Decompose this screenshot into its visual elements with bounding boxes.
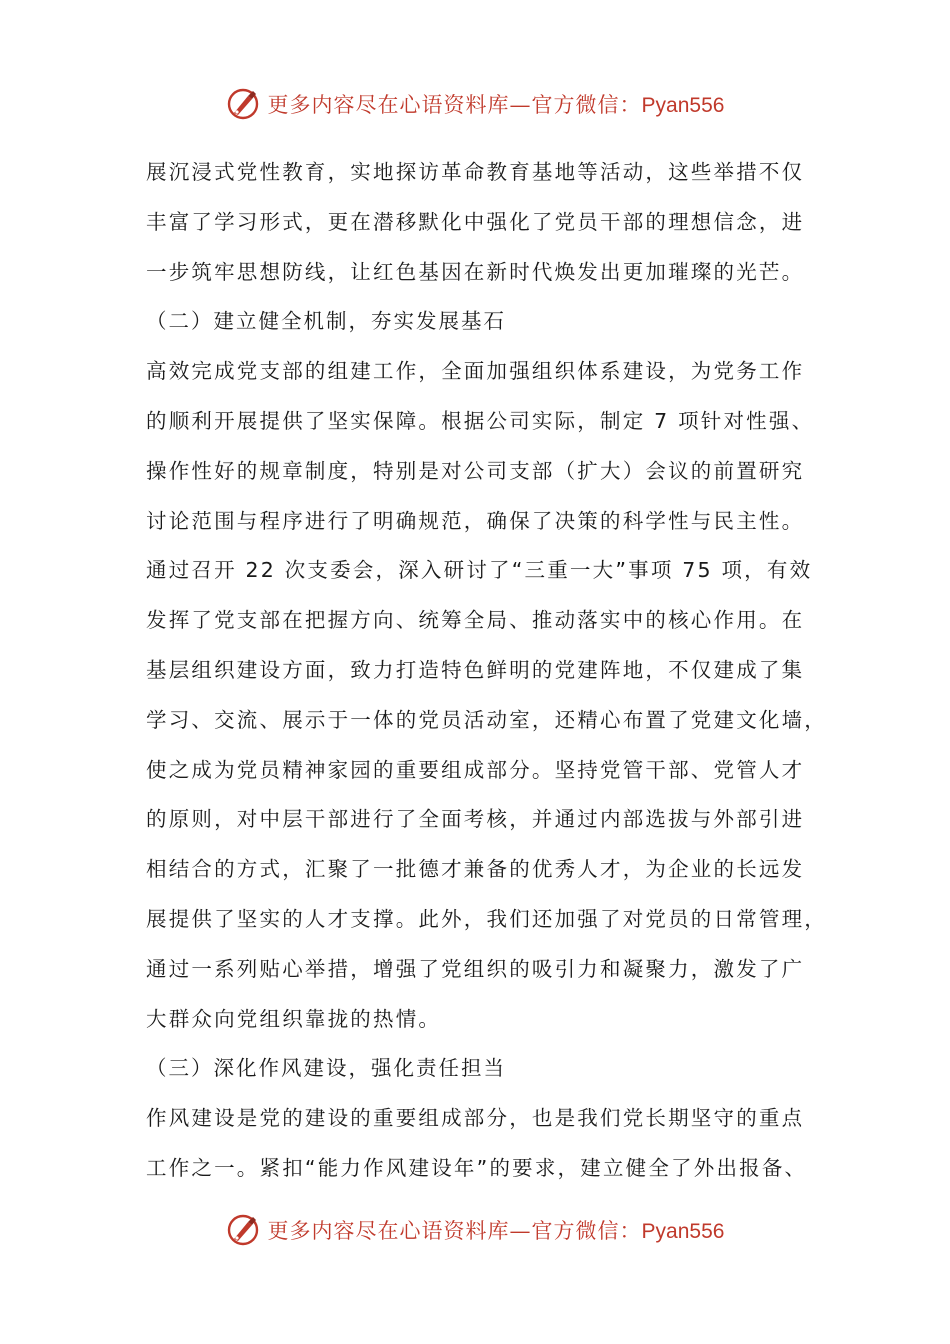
- text-line: 通过一系列贴心举措，增强了党组织的吸引力和凝聚力，激发了广: [146, 956, 805, 981]
- footer-watermark: [0, 1210, 950, 1250]
- text-line: 发挥了党支部在把握方向、统筹全局、推动落实中的核心作用。在: [146, 608, 805, 633]
- text-line: 大群众向党组织靠拢的热情。: [146, 1006, 442, 1031]
- text-line: 通过召开 22 次支委会，深入研讨了“三重一大”事项 75 项，有效: [146, 558, 813, 583]
- text-line: 的顺利开展提供了坚实保障。根据公司实际，制定 7 项针对性强、: [146, 408, 815, 433]
- text-line: 一步筑牢思想防线，让红色基因在新时代焕发出更加璀璨的光芒。: [146, 259, 805, 284]
- text-line: 高效完成党支部的组建工作，全面加强组织体系建设，为党务工作: [146, 359, 805, 384]
- header-watermark: [0, 84, 950, 124]
- text-line: 操作性好的规章制度，特别是对公司支部（扩大）会议的前置研究: [146, 458, 805, 483]
- text-line: 基层组织建设方面，致力打造特色鲜明的党建阵地，不仅建成了集: [146, 657, 805, 682]
- pen-circle-logo-icon: [226, 1213, 260, 1247]
- text-line: 作风建设是党的建设的重要组成部分，也是我们党长期坚守的重点: [146, 1106, 805, 1131]
- text-line: 展提供了坚实的人才支撑。此外，我们还加强了对党员的日常管理，: [146, 906, 827, 931]
- text-line: 展沉浸式党性教育，实地探访革命教育基地等活动，这些举措不仅: [146, 160, 805, 184]
- text-line: 丰富了学习形式，更在潜移默化中强化了党员干部的理想信念，进: [146, 209, 805, 234]
- section-heading-2: （二）建立健全机制，夯实发展基石: [146, 309, 506, 334]
- document-body: [146, 148, 827, 1194]
- watermark-text: 更多内容尽在心语资料库—官方微信：Pyan556: [267, 1219, 725, 1243]
- text-line: 相结合的方式，汇聚了一批德才兼备的优秀人才，为企业的长远发: [146, 857, 805, 882]
- watermark-text: 更多内容尽在心语资料库—官方微信：Pyan556: [267, 93, 725, 117]
- text-line: 使之成为党员精神家园的重要组成部分。坚持党管干部、党管人才: [146, 757, 805, 782]
- text-line: 讨论范围与程序进行了明确规范，确保了决策的科学性与民主性。: [146, 508, 805, 533]
- text-line: 学习、交流、展示于一体的党员活动室，还精心布置了党建文化墙，: [146, 707, 827, 732]
- section-heading-3: （三）深化作风建设，强化责任担当: [146, 1056, 506, 1081]
- text-line: 的原则，对中层干部进行了全面考核，并通过内部选拔与外部引进: [146, 807, 805, 832]
- text-line: 工作之一。紧扣“能力作风建设年”的要求，建立健全了外出报备、: [146, 1155, 808, 1180]
- pen-circle-logo-icon: [226, 87, 260, 121]
